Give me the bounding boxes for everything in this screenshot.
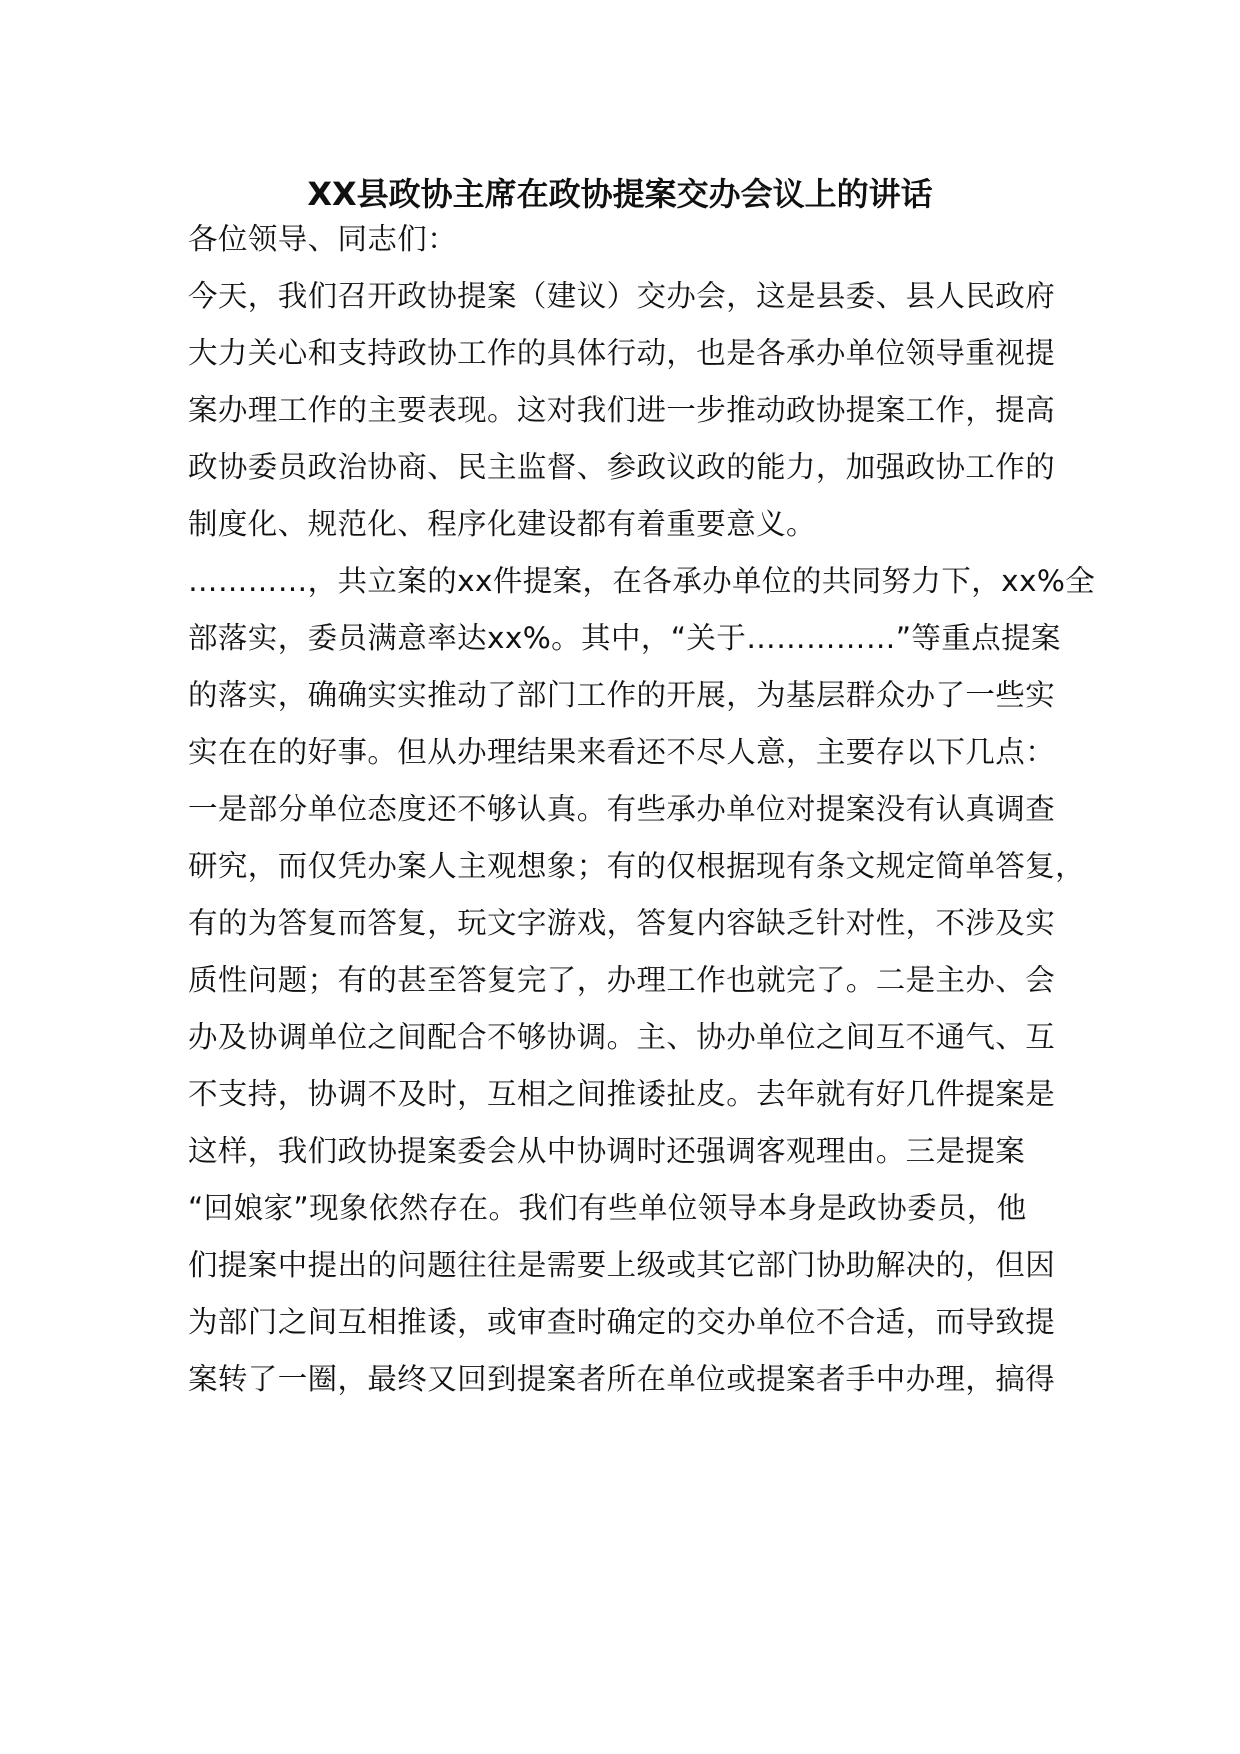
text-line: 质性问题；有的甚至答复完了，办理工作也就完了。二是主办、会 [188,963,1056,997]
text-line: 案转了一圈，最终又回到提案者所在单位或提案者手中办理，搞得 [188,1362,1056,1396]
text-line: 制度化、规范化、程序化建设都有着重要意义。 [188,507,816,541]
text-line: …………，共立案的xx件提案，在各承办单位的共同努力下，xx%全 [188,564,1096,598]
text-line: 实在在的好事。但从办理结果来看还不尽人意，主要存以下几点： [188,735,1056,769]
text-line: 办及协调单位之间配合不够协调。主、协办单位之间互不通气、互 [188,1020,1056,1054]
text-line: 大力关心和支持政协工作的具体行动，也是各承办单位领导重视提 [188,336,1056,370]
text-line: 一是部分单位态度还不够认真。有些承办单位对提案没有认真调查 [188,792,1056,826]
text-line: 部落实，委员满意率达xx%。其中，“关于……………”等重点提案 [188,621,1061,655]
text-line: 研究，而仅凭办案人主观想象；有的仅根据现有条文规定简单答复， [188,849,1086,883]
document-title: XX县政协主席在政协提案交办会议上的讲话 [307,175,933,213]
text-line: 不支持，协调不及时，互相之间推诿扯皮。去年就有好几件提案是 [188,1077,1056,1111]
text-line: “回娘家”现象依然存在。我们有些单位领导本身是政协委员，他 [188,1191,1027,1225]
text-line: 今天，我们召开政协提案（建议）交办会，这是县委、县人民政府 [188,279,1056,313]
text-line: 的落实，确确实实推动了部门工作的开展，为基层群众办了一些实 [188,678,1056,712]
text-line: 政协委员政治协商、民主监督、参政议政的能力，加强政协工作的 [188,450,1056,484]
salutation: 各位领导、同志们： [188,222,458,256]
text-line: 们提案中提出的问题往往是需要上级或其它部门协助解决的，但因 [188,1248,1056,1282]
text-line: 这样，我们政协提案委会从中协调时还强调客观理由。三是提案 [188,1134,1026,1168]
text-line: 为部门之间互相推诿，或审查时确定的交办单位不合适，而导致提 [188,1305,1056,1339]
text-line: 有的为答复而答复，玩文字游戏，答复内容缺乏针对性，不涉及实 [188,906,1056,940]
text-line: 案办理工作的主要表现。这对我们进一步推动政协提案工作，提高 [188,393,1056,427]
